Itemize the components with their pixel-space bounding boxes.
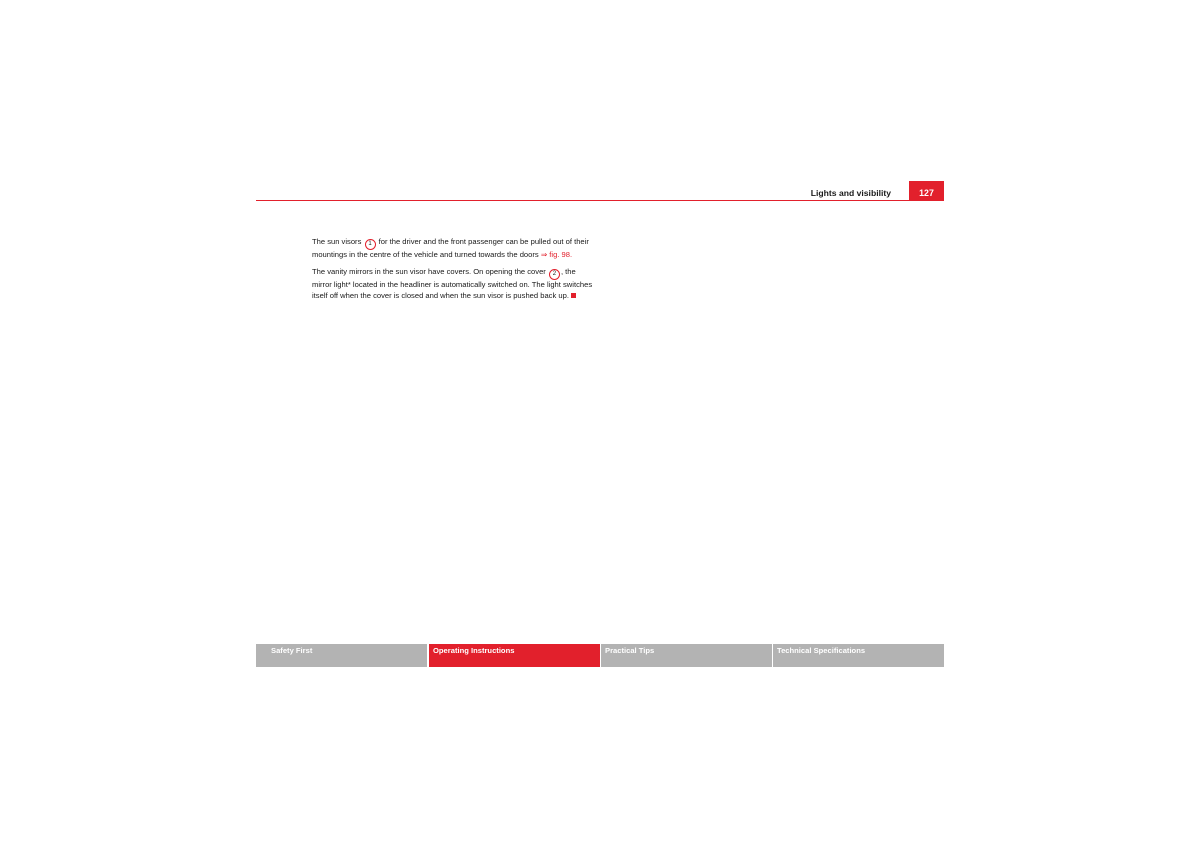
section-end-icon — [571, 293, 576, 298]
body-text — [312, 237, 594, 302]
paragraph-vanity-mirrors — [312, 267, 594, 302]
paragraph-sun-visors — [312, 237, 594, 261]
paragraph2-text-start: The vanity mirrors in the sun visor have covers. On opening the cover — [312, 267, 546, 277]
tab-operating-instructions[interactable]: Operating Instructions — [429, 644, 600, 667]
tab-safety-first[interactable]: Safety First — [256, 644, 427, 667]
header-rule — [256, 200, 944, 201]
callout-1: 1 — [365, 239, 376, 250]
callout-2: 2 — [549, 269, 560, 280]
chapter-tabs — [256, 644, 944, 667]
tab-technical-specifications[interactable]: Technical Specifications — [773, 644, 944, 667]
section-title: Lights and visibility — [810, 188, 891, 198]
tab-practical-tips[interactable]: Practical Tips — [601, 644, 772, 667]
page-number: 127 — [909, 181, 944, 201]
figure-reference-link[interactable]: ⇒ fig. 98. — [540, 250, 573, 259]
paragraph2-text-end: , the mirror light* located in the headliner is automatically switched on. The light switches itself off when the cover is closed and when the sun visor is pushed back up. — [312, 267, 593, 301]
paragraph1-text-start: The sun visors — [312, 237, 362, 246]
paragraph1-text-end: for the driver and the front passenger can be pulled out of their mountings in the centre of the vehicle and turned towards the doors — [312, 237, 589, 259]
